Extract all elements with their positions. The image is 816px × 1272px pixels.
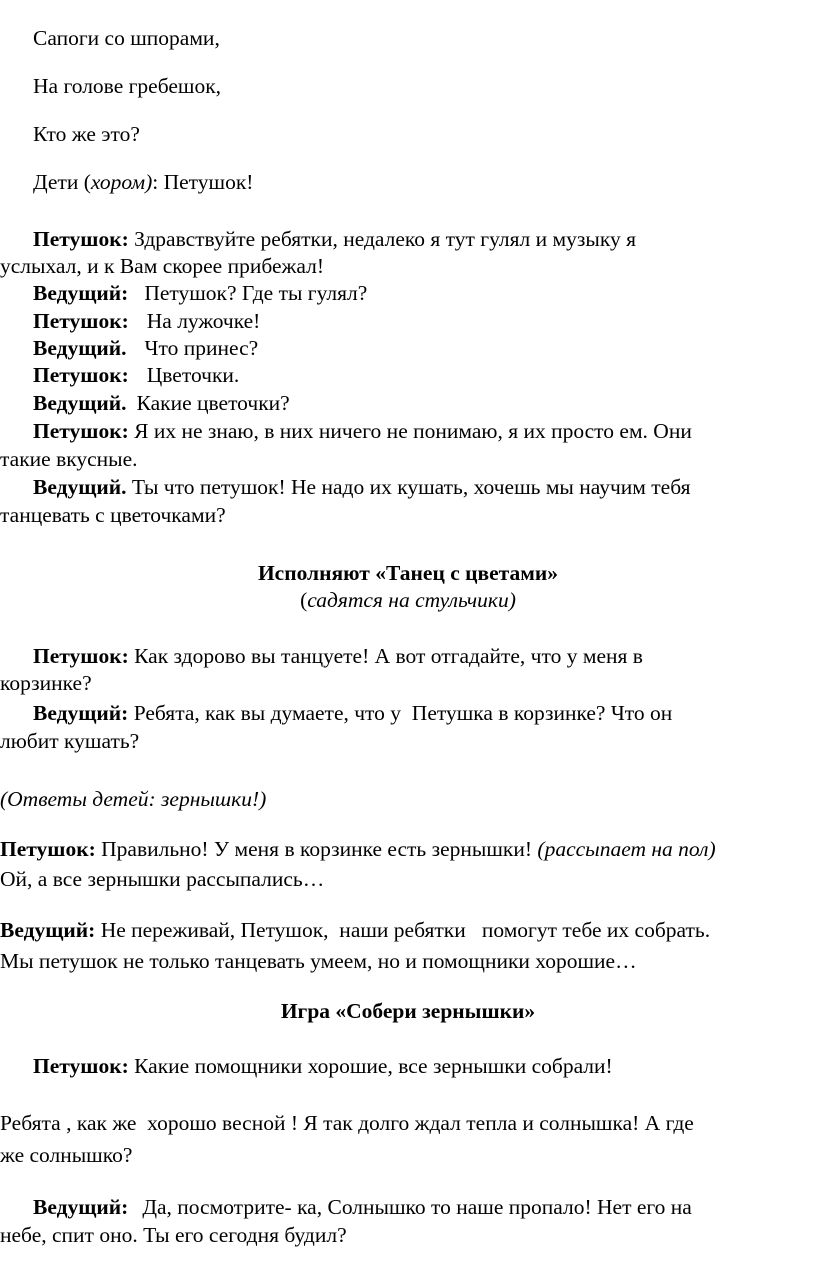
dialogue-line xyxy=(33,477,691,499)
children-answers: (Ответы детей: зернышки!) xyxy=(0,787,267,811)
stage-direction: (рассыпает на пол) xyxy=(537,837,716,861)
spring-line: Ребята , как же хорошо весной ! Я так долго ждал тепла и солнышка! А где xyxy=(0,1111,694,1135)
dialogue-continuation: же солнышко? xyxy=(0,1143,133,1167)
petushok-correct-line xyxy=(0,839,716,861)
dialogue-continuation: танцевать с цветочками? xyxy=(0,503,226,527)
dialogue-continuation: Мы петушок не только танцевать умеем, но и помощники хорошие… xyxy=(0,949,637,973)
speech-text: Какие цветочки? xyxy=(136,391,290,415)
speech-text: Не переживай, Петушок, наши ребятки помогут тебе их собрать. xyxy=(95,918,711,942)
speaker-label: Петушок: xyxy=(33,227,129,251)
speaker-label: Ведущий. xyxy=(33,336,127,360)
verse-answer: : Петушок! xyxy=(152,170,254,194)
speech-text: Цветочки. xyxy=(146,363,240,387)
speech-text: Какие помощники хорошие, все зернышки собрали! xyxy=(128,1054,613,1078)
speaker-label: Петушок: xyxy=(0,837,96,861)
verse-line-4 xyxy=(33,172,253,194)
speaker-label: Петушок: xyxy=(33,309,129,333)
dialogue-continuation: небе, спит оно. Ты его сегодня будил? xyxy=(0,1223,347,1247)
dance-heading: Исполняют «Танец с цветами» xyxy=(257,561,559,585)
dialogue-line xyxy=(33,311,260,333)
speaker-label: Ведущий. xyxy=(33,475,127,499)
speech-text: Я их не знаю, в них ничего не понимаю, я их просто ем. Они xyxy=(128,419,692,443)
speaker-label: Ведущий: xyxy=(0,918,96,942)
verse-line-2: На голове гребешок, xyxy=(33,74,222,98)
verse-line-3: Кто же это? xyxy=(33,122,140,146)
speaker-label: Ведущий: xyxy=(33,1195,129,1219)
dialogue-line xyxy=(33,421,692,443)
speaker-label: Ведущий: xyxy=(33,701,129,725)
dialogue-continuation: любит кушать? xyxy=(0,729,140,753)
speech-text: Ты что петушок! Не надо их кушать, хочешь мы научим тебя xyxy=(126,475,691,499)
dialogue-line xyxy=(33,703,672,725)
speech-text: Что принес? xyxy=(144,336,259,360)
dialogue-line xyxy=(33,393,290,415)
verse-chorus-note: хором) xyxy=(90,170,153,194)
dialogue-line xyxy=(33,1056,613,1078)
speech-text: На лужочке! xyxy=(146,309,261,333)
speaker-label: Петушок: xyxy=(33,419,129,443)
host-line xyxy=(0,920,710,942)
verse-children-label: Дети ( xyxy=(33,170,91,194)
speaker-label: Петушок: xyxy=(33,363,129,387)
verse-line-1: Сапоги со шпорами, xyxy=(33,26,220,50)
speaker-label: Петушок: xyxy=(33,644,129,668)
dialogue-line xyxy=(33,365,239,387)
dialogue-line xyxy=(33,646,643,668)
speech-text: Петушок? Где ты гулял? xyxy=(144,281,368,305)
speaker-label: Ведущий. xyxy=(33,391,127,415)
dialogue-line xyxy=(33,229,636,251)
speaker-label: Ведущий: xyxy=(33,281,129,305)
game-heading: Игра «Собери зернышки» xyxy=(280,999,536,1023)
speech-text: Да, посмотрите- ка, Солнышко то наше пропало! Нет его на xyxy=(142,1195,692,1219)
dialogue-line xyxy=(33,1197,692,1219)
dialogue-line xyxy=(33,283,367,305)
speech-text: Как здорово вы танцуете! А вот отгадайте, что у меня в xyxy=(128,644,643,668)
speech-text: Здравствуйте ребятки, недалеко я тут гулял и музыку я xyxy=(128,227,636,251)
speech-text: Ребята, как вы думаете, что у Петушка в корзинке? Что он xyxy=(128,701,673,725)
dialogue-continuation: Ой, а все зернышки рассыпались… xyxy=(0,867,325,891)
dialogue-line xyxy=(33,338,258,360)
speech-text: Правильно! У меня в корзинке есть зернышки! xyxy=(95,837,538,861)
dialogue-continuation: корзинке? xyxy=(0,671,92,695)
dialogue-continuation: такие вкусные. xyxy=(0,447,138,471)
dialogue-continuation: услыхал, и к Вам скорее прибежал! xyxy=(0,254,325,278)
speaker-label: Петушок: xyxy=(33,1054,129,1078)
dance-note: (садятся на стульчики) xyxy=(300,588,516,612)
